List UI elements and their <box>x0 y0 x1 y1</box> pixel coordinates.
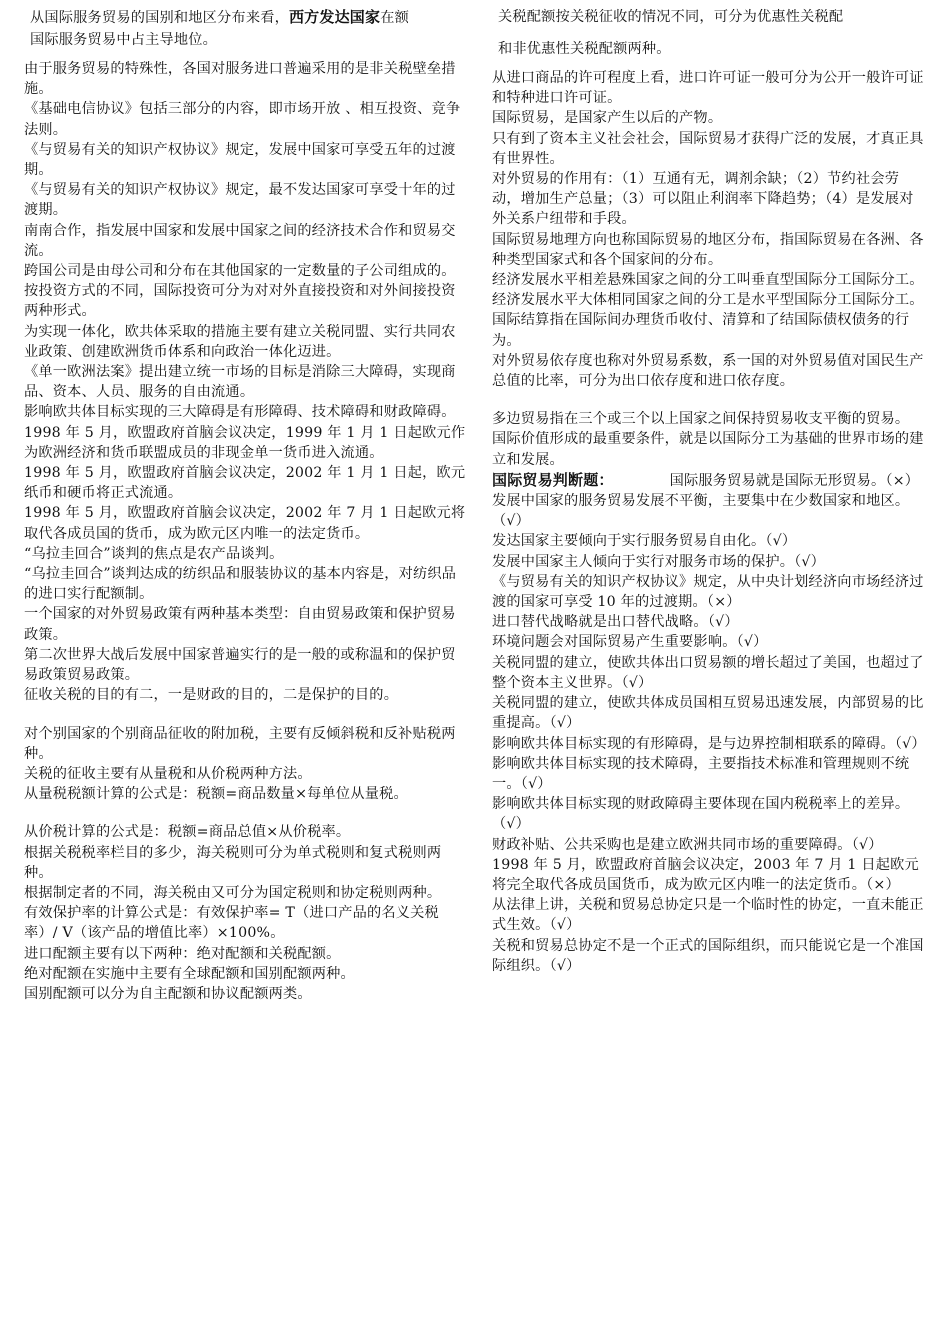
paragraph: 国际结算指在国际间办理货币收付、清算和了结国际债权债务的行为。 <box>492 312 910 349</box>
paragraph: 从量税税额计算的公式是：税额=商品数量×每单位从量税。 <box>24 786 408 803</box>
left-paragraphs <box>24 59 466 706</box>
paragraph: 对个别国家的个别商品征收的附加税，主要有反倾斜税和反补贴税两种。 <box>24 725 456 762</box>
paragraph: 一个国家的对外贸易政策有两种基本类型：自由贸易政策和保护贸易政策。 <box>24 606 456 643</box>
paragraph: “乌拉圭回合”谈判达成的纺织品和服装协议的基本内容是，对纺织品的进口实行配额制。 <box>24 566 457 603</box>
right-gap-top <box>492 28 924 38</box>
highlight-western-countries: 西方发达国家 <box>288 8 381 26</box>
paragraph: 1998 年 5 月，欧盟政府首脑会议决定，2003 年 7 月 1 日起欧元将完全取代各成员国货币，成为欧元区内唯一的法定货币。（×） <box>492 856 919 893</box>
left-column <box>24 6 466 1004</box>
paragraph: 从价税计算的公式是：税额=商品总值×从价税率。 <box>24 824 351 841</box>
right-paragraphs <box>492 68 924 391</box>
paragraph: 发达国家主要倾向于实行服务贸易自由化。（√） <box>492 533 797 550</box>
paragraph: 第二次世界大战后发展中国家普遍实行的是一般的或称温和的保护贸易政策贸易政策。 <box>24 646 456 684</box>
paragraph: 多边贸易指在三个或三个以上国家之间保持贸易收支平衡的贸易。 <box>492 411 910 428</box>
paragraph: 关税和贸易总协定不是一个正式的国际组织，而只能说它是一个准国际组织。（√） <box>492 937 924 974</box>
paragraph: 国际贸易地理方向也称国际贸易的地区分布，指国际贸易在各洲、各种类型国家式和各个国家间的分布。 <box>492 231 924 268</box>
paragraph: 南南合作，指发展中国家和发展中国家之间的经济技术合作和贸易交流。 <box>24 222 456 259</box>
left-paragraphs-3 <box>24 822 466 1004</box>
paragraph: 1998 年 5 月，欧盟政府首脑会议决定，2002 年 1 月 1 日起，欧元纸币和硬币将正式流通。 <box>24 465 466 502</box>
left-clipped-strip <box>24 51 466 57</box>
left-top-line-2: 国际服务贸易中占主导地位。 <box>30 32 218 48</box>
paragraph: 进口配额主要有以下两种：绝对配额和关税配额。 <box>24 945 341 962</box>
section-heading-line: 国际贸易判断题： 国际服务贸易就是国际无形贸易。（×） <box>492 470 920 489</box>
paragraph: 国别配额可以分为自主配额和协议配额两类。 <box>24 985 312 1002</box>
paragraph: 根据关税税率栏目的多少，海关税则可分为单式税则和复式税则两种。 <box>24 844 442 881</box>
paragraph: 为实现一体化，欧共体采取的措施主要有建立关税同盟、实行共同农业政策、创建欧洲货币体系和向政治一体化迈进。 <box>24 323 456 360</box>
judgement-list <box>492 491 924 976</box>
paragraph: 发展中国家的服务贸易发展不平衡，主要集中在少数国家和地区。（√） <box>492 493 910 530</box>
paragraph: 关税同盟的建立，使欧共体出口贸易额的增长超过了美国，也超过了整个资本主义世界。（√） <box>492 654 924 691</box>
paragraph: 1998 年 5 月，欧盟政府首脑会议决定，1999 年 1 月 1 日起欧元作为欧洲经济和货币联盟成员的非现金单一货币进入流通。 <box>24 424 466 461</box>
left-gap-1 <box>24 706 466 724</box>
paragraph: 征收关税的目的有二，一是财政的目的，二是保护的目的。 <box>24 687 399 704</box>
paragraph: 《基础电信协议》包括三部分的内容，即市场开放 、相互投资、竞争法则。 <box>24 101 461 138</box>
left-top-line-1: 从国际服务贸易的国别和地区分布来看，西方发达国家在额 <box>30 8 409 26</box>
paragraph: 影响欧共体目标实现的技术障碍，主要指技术标准和管理规则不统一。（√） <box>492 755 910 792</box>
right-top-line-1: 关税配额按关税征收的情况不同，可分为优惠性关税配 <box>498 9 844 25</box>
paragraph: 影响欧共体目标实现的三大障碍是有形障碍、技术障碍和财政障碍。 <box>24 404 456 421</box>
right-gap-1 <box>492 391 924 409</box>
paragraph: 跨国公司是由母公司和分布在其他国家的一定数量的子公司组成的。 <box>24 263 456 280</box>
paragraph: 财政补贴、公共采购也是建立欧洲共同市场的重要障碍。（√） <box>492 836 883 853</box>
left-paragraphs-2 <box>24 724 466 805</box>
paragraph: 1998 年 5 月，欧盟政府首脑会议决定，2002 年 7 月 1 日起欧元将取代各成员国的货币，成为欧元区内唯一的法定货币。 <box>24 505 466 542</box>
paragraph: 环境问题会对国际贸易产生重要影响。（√） <box>492 634 768 651</box>
paragraph: 关税的征收主要有从量税和从价税两种方法。 <box>24 765 312 782</box>
paragraph: 关税同盟的建立，使欧共体成员国相互贸易迅速发展，内部贸易的比重提高。（√） <box>492 695 924 732</box>
right-paragraphs-2 <box>492 409 924 470</box>
paragraph: 影响欧共体目标实现的财政障碍主要体现在国内税税率上的差异。（√） <box>492 796 910 833</box>
paragraph: “乌拉圭回合”谈判的焦点是农产品谈判。 <box>24 545 284 562</box>
section-title: 国际贸易判断题 <box>492 470 599 489</box>
paragraph: 有效保护率的计算公式是：有效保护率= T（进口产品的名义关税率）/ V（该产品的增值比率）×100%。 <box>24 905 439 942</box>
section-first-item: 国际服务贸易就是国际无形贸易。（×） <box>669 472 920 489</box>
paragraph: 由于服务贸易的特殊性，各国对服务进口普遍采用的是非关税壁垒措施。 <box>24 61 456 98</box>
paragraph: 对外贸易的作用有：（1）互通有无，调剂余缺；（2）节约社会劳动，增加生产总量；（3）可以阻止利润率下降趋势；（4）是发展对外关系户纽带和手段。 <box>492 171 914 228</box>
paragraph: 只有到了资本主义社会社会，国际贸易才获得广泛的发展，才真正具有世界性。 <box>492 130 924 167</box>
paragraph: 经济发展水平大体相同国家之间的分工是水平型国际分工国际分工。 <box>492 292 924 309</box>
paragraph: 从法律上讲，关税和贸易总协定只是一个临时性的协定，一直未能正式生效。（√） <box>492 897 924 934</box>
paragraph: 对外贸易依存度也称对外贸易系数，系一国的对外贸易值对国民生产总值的比率，可分为出口依存度和进口依存度。 <box>492 352 924 390</box>
paragraph: 按投资方式的不同，国际投资可分为对对外直接投资和对外间接投资两种形式。 <box>24 283 456 320</box>
paragraph: 影响欧共体目标实现的有形障碍，是与边界控制相联系的障碍。（√） <box>492 735 926 752</box>
paragraph: 发展中国家主人倾向于实行对服务市场的保护。（√） <box>492 553 826 570</box>
right-clipped-strip <box>492 60 924 66</box>
right-column <box>492 6 924 976</box>
paragraph: 国际贸易，是国家产生以后的产物。 <box>492 110 723 127</box>
paragraph: 绝对配额在实施中主要有全球配额和国别配额两种。 <box>24 965 355 982</box>
paragraph: 从进口商品的许可程度上看，进口许可证一般可分为公开一般许可证和特种进口许可证。 <box>492 70 924 107</box>
left-gap-2 <box>24 804 466 822</box>
paragraph: 经济发展水平相差悬殊国家之间的分工叫垂直型国际分工国际分工。 <box>492 272 924 289</box>
paragraph: 《与贸易有关的知识产权协议》规定，最不发达国家可享受十年的过渡期。 <box>24 182 456 219</box>
paragraph: 《单一欧洲法案》提出建立统一市场的目标是消除三大障碍，实现商品、资本、人员、服务的自由流通。 <box>24 364 456 401</box>
paragraph: 《与贸易有关的知识产权协议》规定，从中央计划经济向市场经济过渡的国家可享受 10 年的过渡期。（×） <box>492 573 924 611</box>
right-top-line-2: 和非优惠性关税配额两种。 <box>498 41 671 57</box>
paragraph: 《与贸易有关的知识产权协议》规定，发展中国家可享受五年的过渡期。 <box>24 141 456 179</box>
paragraph: 国际价值形成的最重要条件，就是以国际分工为基础的世界市场的建立和发展。 <box>492 431 924 468</box>
paragraph: 根据制定者的不同，海关税由又可分为国定税则和协定税则两种。 <box>24 884 442 901</box>
paragraph: 进口替代战略就是出口替代战略。（√） <box>492 614 739 631</box>
